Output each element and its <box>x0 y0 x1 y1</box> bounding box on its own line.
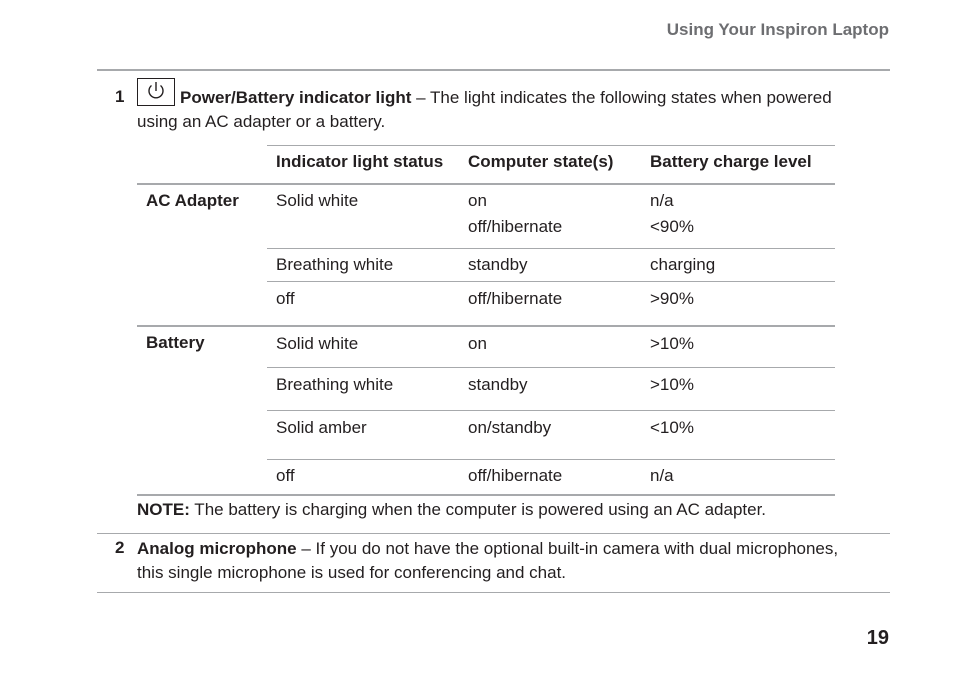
row-divider <box>267 281 835 282</box>
cell-status: Solid amber <box>276 418 367 437</box>
row-divider <box>267 459 835 460</box>
cell-status: Breathing white <box>276 375 394 394</box>
item2-line1 <box>137 537 838 561</box>
table-header-line <box>137 183 835 185</box>
cell-state: off/hibernate <box>468 217 563 236</box>
cell-state: off/hibernate <box>468 289 563 308</box>
row-divider <box>267 367 835 368</box>
cell-state: off/hibernate <box>468 466 563 485</box>
bottom-rule <box>97 592 890 593</box>
item2-desc-2: this single microphone is used for conferencing and chat. <box>137 563 567 582</box>
cell-level: >10% <box>650 334 694 353</box>
item1-desc-1: – The light indicates the following states when powered <box>411 88 832 107</box>
cell-level: <90% <box>650 217 694 236</box>
item1-term: Power/Battery indicator light <box>180 88 412 107</box>
group-ac-adapter: AC Adapter <box>146 191 239 210</box>
group-battery: Battery <box>146 333 205 352</box>
item-number-1: 1 <box>115 87 125 106</box>
cell-state: standby <box>468 255 528 274</box>
cell-status: Solid white <box>276 191 359 210</box>
running-header: Using Your Inspiron Laptop <box>666 20 889 39</box>
cell-level: n/a <box>650 191 674 210</box>
table-header-level: Battery charge level <box>650 152 812 171</box>
cell-level: n/a <box>650 466 674 485</box>
battery-note <box>137 498 766 522</box>
cell-status: Solid white <box>276 334 359 353</box>
item1-desc-2: using an AC adapter or a battery. <box>137 112 386 131</box>
note-label: NOTE: <box>137 500 190 519</box>
group-divider <box>137 325 835 327</box>
power-icon <box>137 78 175 106</box>
page-number: 19 <box>866 627 889 649</box>
item-number-2: 2 <box>115 538 125 557</box>
table-header-state: Computer state(s) <box>468 152 614 171</box>
table-bottom-line <box>137 494 835 496</box>
cell-status: Breathing white <box>276 255 394 274</box>
table-header-status: Indicator light status <box>276 152 444 171</box>
cell-state: on <box>468 334 487 353</box>
cell-state: standby <box>468 375 528 394</box>
cell-status: off <box>276 466 295 485</box>
cell-level: >90% <box>650 289 694 308</box>
cell-state: on/standby <box>468 418 552 437</box>
table-top-line <box>267 145 835 146</box>
cell-level: >10% <box>650 375 694 394</box>
cell-status: off <box>276 289 295 308</box>
item-divider <box>97 533 890 534</box>
cell-level: charging <box>650 255 716 274</box>
cell-level: <10% <box>650 418 694 437</box>
row-divider <box>267 410 835 411</box>
item2-term: Analog microphone <box>137 539 297 558</box>
cell-state: on <box>468 191 487 210</box>
top-rule <box>97 69 890 71</box>
note-text: The battery is charging when the computer is powered using an AC adapter. <box>189 500 767 519</box>
row-divider <box>267 248 835 249</box>
item1-line1 <box>180 86 832 110</box>
item2-desc-1: – If you do not have the optional built-in camera with dual microphones, <box>296 539 839 558</box>
